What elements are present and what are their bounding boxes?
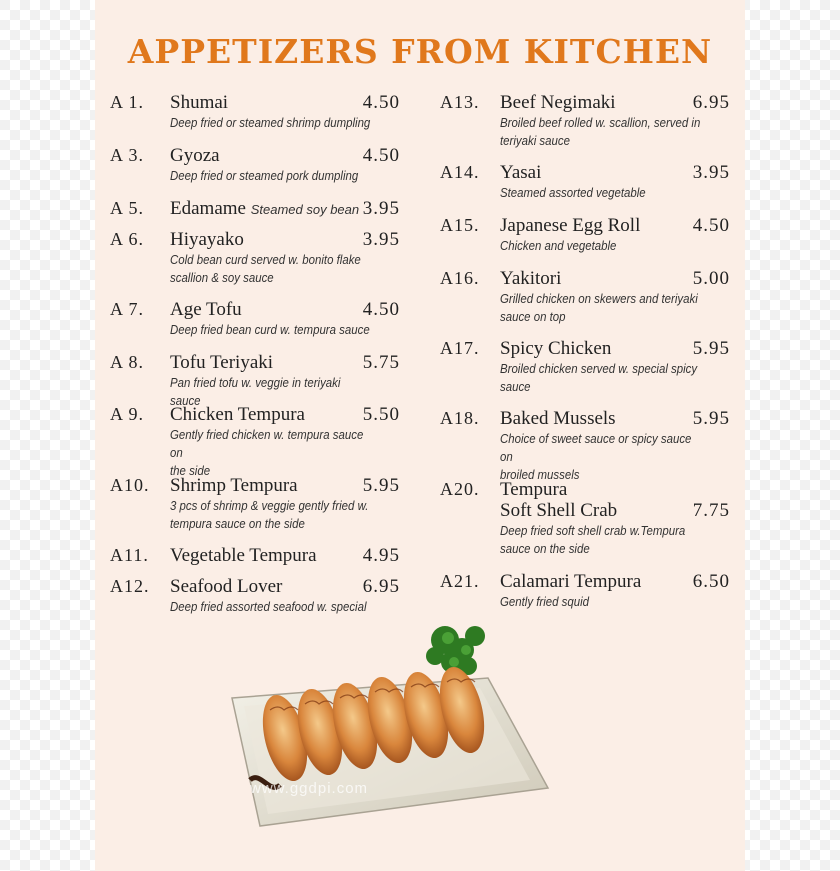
item-description: Deep fried assorted seafood w. special [170,599,367,614]
item-price: 6.95 [362,576,400,597]
item-code: A21. [440,571,480,591]
gyoza-plate-image [230,620,550,835]
item-description: Gently fried squid [500,594,590,609]
item-code: A 9. [110,404,145,424]
item-code: A11. [110,545,149,565]
item-description: Deep fried soft shell crab w.Tempura sauce on the side [500,523,686,556]
item-code: A14. [440,162,480,182]
menu-page [95,0,745,871]
item-description: Deep fried or steamed pork dumpling [170,168,359,183]
item-description: Grilled chicken on skewers and teriyaki sauce on top [500,291,698,324]
item-price: 4.95 [362,545,400,566]
item-name: Shumai [170,92,229,113]
item-name: Calamari Tempura [500,571,642,592]
item-code: A 7. [110,299,145,319]
item-description: Deep fried or steamed shrimp dumpling [170,115,371,130]
item-code: A17. [440,338,480,358]
item-code: A13. [440,92,480,112]
item-code: A15. [440,215,480,235]
watermark: www.ggdpi.com [250,780,369,797]
item-code: A10. [110,475,150,495]
item-code: A 8. [110,352,145,372]
item-price: 7.75 [692,500,730,521]
item-code: A 1. [110,92,145,112]
item-name: Edamame Steamed soy bean [170,198,360,219]
item-price: 4.50 [362,92,400,113]
item-description: Chicken and vegetable [500,238,617,253]
item-code: A12. [110,576,150,596]
item-name: Baked Mussels [500,408,616,429]
item-name: Vegetable Tempura [170,545,317,566]
item-name: Gyoza [170,145,220,166]
item-code: A16. [440,268,480,288]
item-code: A 3. [110,145,145,165]
item-description: Gently fried chicken w. tempura sauce on the side [170,427,364,478]
item-name: Age Tofu [170,299,242,320]
item-name: Shrimp Tempura [170,475,298,496]
item-price: 3.95 [692,162,730,183]
item-description: Deep fried bean curd w. tempura sauce [170,322,370,337]
item-code: A 5. [110,198,145,218]
item-description: 3 pcs of shrimp & veggie gently fried w. tempura sauce on the side [170,498,369,531]
item-price: 3.95 [362,198,400,219]
item-name: Chicken Tempura [170,404,305,425]
item-name: Spicy Chicken [500,338,612,359]
item-description: Broiled beef rolled w. scallion, served in teriyaki sauce [500,115,701,148]
item-price: 5.75 [362,352,400,373]
menu-title: APPETIZERS FROM KITCHEN [127,32,713,71]
item-name: Beef Negimaki [500,92,616,113]
item-code: A 6. [110,229,145,249]
item-description: Steamed assorted vegetable [500,185,646,200]
item-inline-description: Steamed soy bean [250,202,360,217]
item-price: 5.95 [692,338,730,359]
item-price: 5.50 [362,404,400,425]
item-name: Seafood Lover [170,576,283,597]
item-description: Cold bean curd served w. bonito flake scallion & soy sauce [170,252,361,285]
item-price: 5.00 [692,268,730,289]
item-name: Japanese Egg Roll [500,215,641,236]
item-price: 5.95 [692,408,730,429]
item-name: Yakitori [500,268,562,289]
item-description: Broiled chicken served w. special spicy sauce [500,361,698,394]
item-price: 5.95 [362,475,400,496]
item-name: Yasai [500,162,542,183]
item-price: 4.50 [692,215,730,236]
item-code: A20. [440,479,480,499]
item-price: 4.50 [362,299,400,320]
item-name: Hiyayako [170,229,244,250]
item-description: Pan fried tofu w. veggie in teriyaki sauce [170,375,341,408]
item-name-line2: Soft Shell Crab [500,500,618,521]
item-code: A18. [440,408,480,428]
item-price: 6.95 [692,92,730,113]
item-description: Choice of sweet sauce or spicy sauce on broiled mussels [500,431,692,482]
item-name: Tempura [500,479,568,500]
item-name: Tofu Teriyaki [170,352,274,373]
item-price: 4.50 [362,145,400,166]
item-price: 3.95 [362,229,400,250]
item-price: 6.50 [692,571,730,592]
